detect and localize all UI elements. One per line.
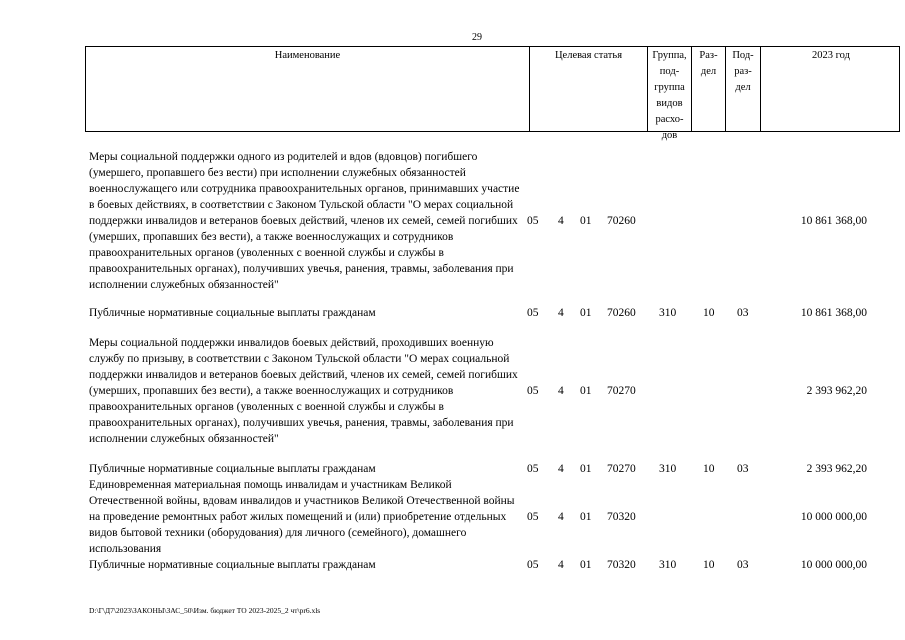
row-name: Меры социальной поддержки инвалидов боевых действий, проходивших военную службу по призыву, в соответствии с Законом Тульской области "О мерах социальной поддержки инвалидов и ветеранов боевых действий, членов их семей, семей погибших (умерших, пропавших без вести), а также военнослужащих и сотрудников правоохранительных органов (уволенных с военной службы и службы в правоохранительных органах), получивших увечья, ранения, травмы, заболевания при исполнении служебных обязанностей" — [89, 337, 518, 445]
row-amount: 2 393 962,20 — [806, 385, 867, 397]
row-amount: 10 000 000,00 — [800, 511, 867, 523]
header-subsection: Под- раз- дел — [725, 47, 760, 131]
row-ts2: 4 — [558, 463, 564, 475]
row-ts3: 01 — [580, 307, 592, 319]
header-target-article: Целевая статья — [529, 47, 647, 131]
row-ts4: 70320 — [607, 511, 636, 523]
row-ts3: 01 — [580, 559, 592, 571]
row-ts1: 05 — [527, 511, 539, 523]
row-name: Публичные нормативные социальные выплаты гражданам — [89, 307, 376, 319]
row-name: Публичные нормативные социальные выплаты гражданам — [89, 559, 376, 571]
row-section: 10 — [703, 559, 715, 571]
row-ts4: 70270 — [607, 463, 636, 475]
row-ts4: 70320 — [607, 559, 636, 571]
row-ts2: 4 — [558, 385, 564, 397]
row-amount: 10 861 368,00 — [800, 215, 867, 227]
row-group: 310 — [659, 307, 677, 319]
row-ts4: 70270 — [607, 385, 636, 397]
row-amount: 10 000 000,00 — [800, 559, 867, 571]
row-name: Единовременная материальная помощь инвалидам и участникам Великой Отечественной войны, вдовам инвалидов и участников Великой Отечественной войны на проведение ремонтных работ жилых помещений и (или) приобретение отдельных видов бытовой техники (оборудования) для личного (семейного), домашнего использования — [89, 479, 515, 555]
row-subsection: 03 — [737, 559, 749, 571]
row-ts1: 05 — [527, 215, 539, 227]
row-amount: 2 393 962,20 — [806, 463, 867, 475]
row-ts4: 70260 — [607, 215, 636, 227]
row-group: 310 — [659, 463, 677, 475]
row-ts1: 05 — [527, 559, 539, 571]
row-group: 310 — [659, 559, 677, 571]
table-header — [85, 46, 900, 141]
row-section: 10 — [703, 307, 715, 319]
row-ts2: 4 — [558, 511, 564, 523]
row-amount: 10 861 368,00 — [800, 307, 867, 319]
row-ts3: 01 — [580, 385, 592, 397]
row-ts1: 05 — [527, 307, 539, 319]
row-ts3: 01 — [580, 511, 592, 523]
row-ts3: 01 — [580, 215, 592, 227]
header-name: Наименование — [274, 50, 341, 61]
header-expense-group: Группа, под- группа видов расхо- дов — [647, 47, 691, 131]
page-number: 29 — [472, 32, 482, 43]
row-name: Меры социальной поддержки одного из родителей и вдов (вдовцов) погибшего (умершего, пропавшего без вести) при исполнении служебных обязанностей военнослужащего или сотрудника правоохранительных органов, принимавших участие в боевых действиях, в соответствии с Законом Тульской области "О мерах социальной поддержки инвалидов и ветеранов боевых действий, членов их семей, семей погибших (умерших, пропавших без вести), а также военнослужащих и сотрудников правоохранительных органов (уволенных с военной службы и службы в правоохранительных органах), получивших увечья, ранения, травмы, заболевания при исполнении служебных обязанностей" — [89, 151, 520, 291]
row-ts3: 01 — [580, 463, 592, 475]
row-ts1: 05 — [527, 385, 539, 397]
row-ts1: 05 — [527, 463, 539, 475]
row-section: 10 — [703, 463, 715, 475]
row-ts4: 70260 — [607, 307, 636, 319]
row-ts2: 4 — [558, 559, 564, 571]
row-ts2: 4 — [558, 215, 564, 227]
file-path-footer: D:\Г\Д7\2023\ЗАКОНЫ\ЗАС_50\Изм. бюджет ТО 2023-2025_2 чт\pr6.xls — [89, 606, 321, 615]
header-year: 2023 год — [760, 47, 901, 131]
row-subsection: 03 — [737, 463, 749, 475]
row-ts2: 4 — [558, 307, 564, 319]
row-name: Публичные нормативные социальные выплаты гражданам — [89, 463, 376, 475]
header-section: Раз- дел — [691, 47, 725, 131]
row-subsection: 03 — [737, 307, 749, 319]
